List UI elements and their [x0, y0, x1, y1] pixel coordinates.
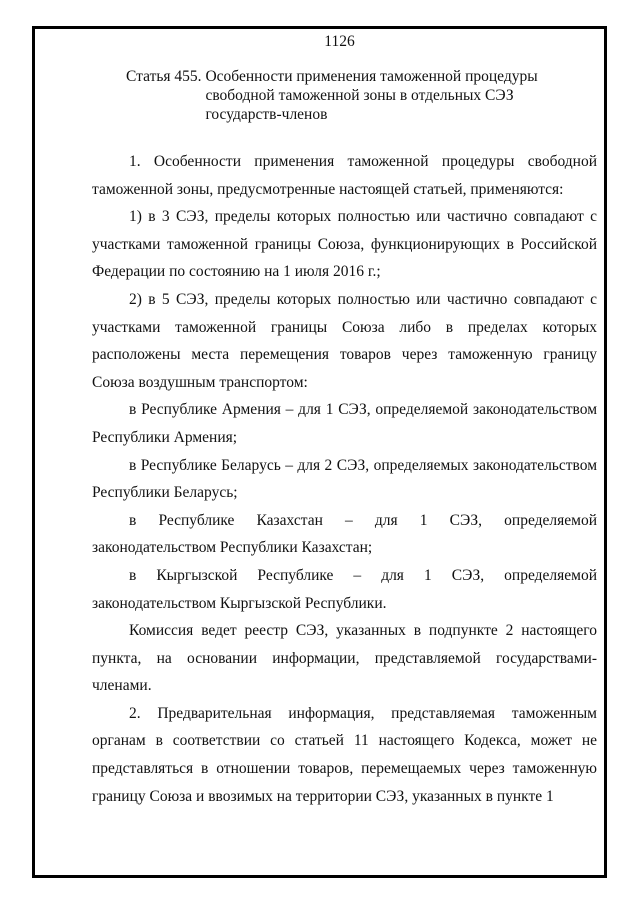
paragraph: в Кыргызской Республике – для 1 СЭЗ, определяемой законодательством Кыргызской Республики.	[92, 566, 597, 612]
article-title-line: свободной таможенной зоны в отдельных СЭЗ	[205, 87, 514, 104]
paragraph: 1) в 3 СЭЗ, пределы которых полностью или частично совпадают с участками таможенной границы Союза, функционирующих в Российской Федерации по состоянию на 1 июля 2016 г.;	[92, 208, 597, 281]
page-number: 1126	[324, 33, 355, 50]
document-page	[92, 32, 597, 810]
paragraph: 1. Особенности применения таможенной процедуры свободной таможенной зоны, предусмотренные настоящей статьей, применяются:	[92, 153, 597, 198]
paragraph: 2) в 5 СЭЗ, пределы которых полностью или частично совпадают с участками таможенной границы Союза либо в пределах которых расположены места перемещения товаров через таможенную границу Союза воздушным транспортом:	[92, 290, 597, 391]
paragraph: в Республике Армения – для 1 СЭЗ, определяемой законодательством Республики Армения;	[92, 401, 597, 446]
article-title-line: Особенности применения таможенной процедуры	[205, 68, 538, 85]
article-title	[205, 67, 537, 124]
paragraph: 2. Предварительная информация, представляемая таможенным органам в соответствии со статьей 11 настоящего Кодекса, может не представляться в отношении товаров, перемещаемых через таможенную границу Союза и ввозимых на территории СЭЗ, указанных в пункте 1	[92, 704, 597, 805]
paragraph: в Республике Беларусь – для 2 СЭЗ, определяемых законодательством Республики Беларусь;	[92, 456, 597, 502]
paragraph: в Республике Казахстан – для 1 СЭЗ, определяемой законодательством Республики Казахстан;	[92, 511, 597, 557]
article-heading	[126, 67, 597, 124]
article-body	[92, 148, 597, 810]
article-number: Статья 455.	[126, 68, 202, 85]
article-title-line: государств-членов	[205, 106, 328, 123]
paragraph: Комиссия ведет реестр СЭЗ, указанных в подпункте 2 настоящего пункта, на основании информации, представляемой государствами-членами.	[92, 622, 597, 695]
